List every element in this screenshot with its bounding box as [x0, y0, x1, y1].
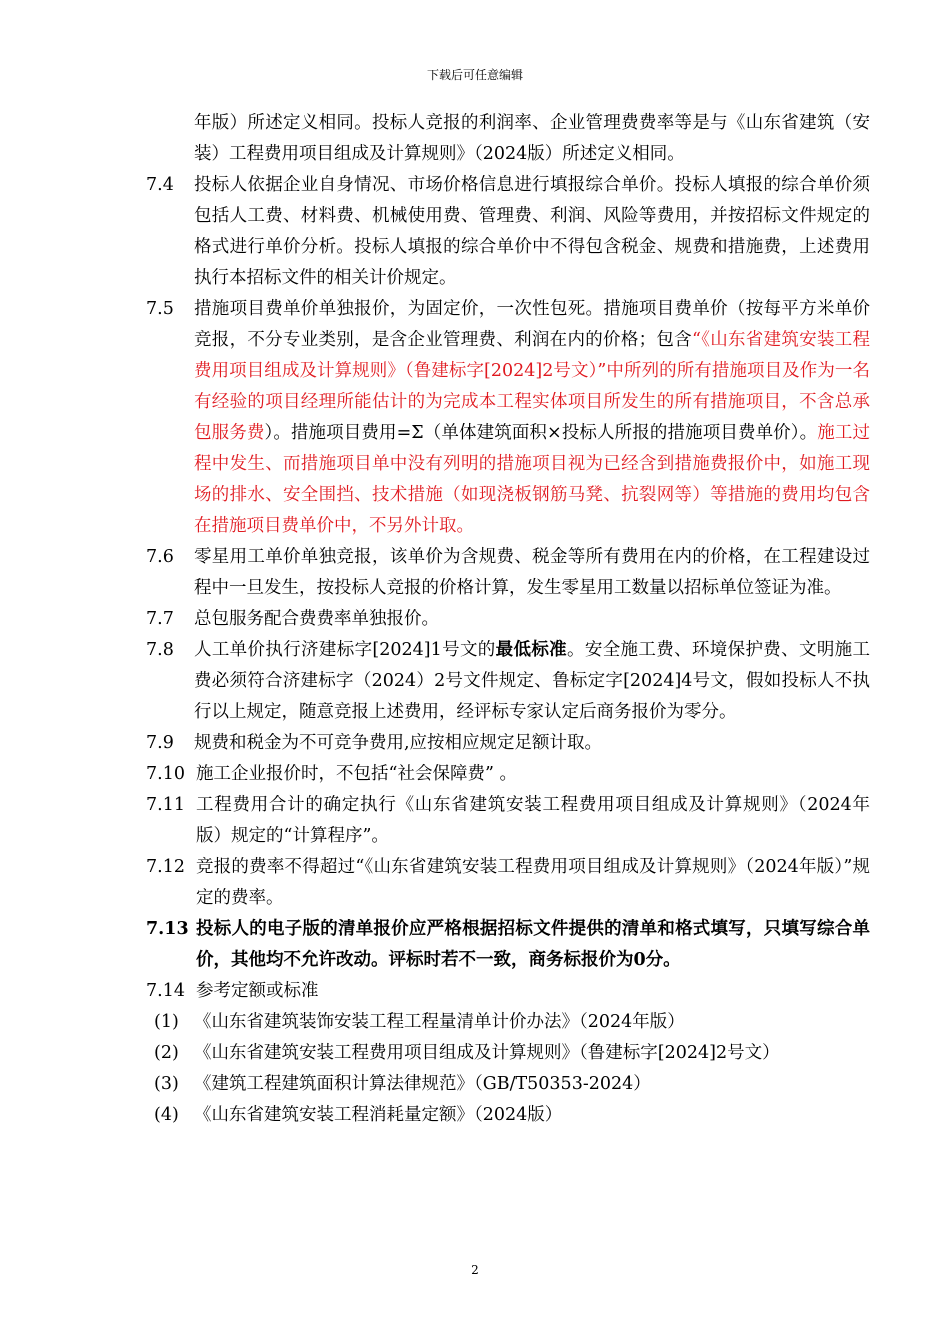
clause-number: 7.6	[146, 547, 174, 567]
clause-7-13	[146, 914, 870, 976]
clause-number: 7.14	[146, 981, 185, 1001]
reference-item	[146, 1007, 870, 1038]
clause-7-5	[146, 294, 870, 542]
clause-text: 工程费用合计的确定执行《山东省建筑安装工程费用项目组成及计算规则》（2024年版）规定的“计算程序”。	[196, 795, 870, 846]
reference-item	[146, 1100, 870, 1131]
clause-text: 规费和税金为不可竞争费用,应按相应规定足额计取。	[194, 733, 603, 753]
clause-text: 施工企业报价时，不包括“社会保障费” 。	[196, 764, 517, 784]
bold-text: 最低标准	[495, 640, 568, 660]
reference-item	[146, 1038, 870, 1069]
clause-text	[194, 294, 870, 542]
clause-text: 投标人的电子版的清单报价应严格根据招标文件提供的清单和格式填写，只填写综合单价，其他均不允许改动。评标时若不一致，商务标报价为0分。	[196, 919, 870, 970]
clause-number: 7.9	[146, 733, 174, 753]
reference-number: (2)	[154, 1043, 179, 1063]
clause-text	[194, 635, 870, 728]
paragraph-continuation: 年版）所述定义相同。投标人竞报的利润率、企业管理费费率等是与《山东省建筑（安装）工程费用项目组成及计算规则》（2024版）所述定义相同。	[194, 113, 870, 164]
reference-text: 《山东省建筑装饰安装工程工程量清单计价办法》（2024年版）	[194, 1012, 685, 1032]
reference-text: 《山东省建筑安装工程消耗量定额》（2024版）	[194, 1105, 563, 1125]
clause-number: 7.13	[146, 919, 189, 939]
clause-text-part: ）。措施项目费用=Σ（单体建筑面积×投标人所报的措施项目费单价）。	[264, 423, 818, 443]
clause-7-7	[146, 604, 870, 635]
reference-text: 《建筑工程建筑面积计算法律规范》（GB/T50353-2024）	[194, 1074, 651, 1094]
page-header: 下载后可任意编辑	[426, 68, 523, 82]
red-highlight-text: “《山东省建筑安装工程费用项目组成及计算规则》（鲁建标字[2024]2号文）”中所列的所有措施项目及作为一名有经验的项目经理所能估计的为完成本工程实体项目所发生的所有措施项目，不含总承包服务费	[194, 330, 871, 443]
red-highlight-text: 施工过程中发生、而措施项目单中没有列明的措施项目视为已经含到措施费报价中，如施工现场的排水、安全围挡、技术措施（如现浇板钢筋马凳、抗裂网等）等措施的费用均包含在措施项目费单价中，不另外计取。	[194, 423, 871, 536]
clause-text: 竞报的费率不得超过“《山东省建筑安装工程费用项目组成及计算规则》（2024年版）”规定的费率。	[196, 857, 870, 908]
document-body	[146, 108, 870, 1131]
clause-text-part: 。安全施工费、环境保护费、文明施工费必须符合济建标字（2024）2号文件规定、鲁标定字[2024]4号文，假如投标人不执行以上规定，随意竞报上述费用，经评标专家认定后商务报价为零分。	[194, 640, 871, 722]
clause-text: 参考定额或标准	[196, 981, 319, 1001]
page-number: 2	[471, 1263, 479, 1277]
clause-number: 7.4	[146, 175, 174, 195]
clause-text-part: 措施项目费单价单独报价，为固定价，一次性包死。措施项目费单价（按每平方米单价竞报，不分专业类别，是含企业管理费、利润在内的价格；包含	[194, 299, 870, 350]
reference-item	[146, 1069, 870, 1100]
clause-text-part: 人工单价执行济建标字[2024]1号文的	[194, 640, 496, 660]
clause-number: 7.8	[146, 640, 174, 660]
clause-7-10	[146, 759, 870, 790]
clause-text: 投标人依据企业自身情况、市场价格信息进行填报综合单价。投标人填报的综合单价须包括人工费、材料费、机械使用费、管理费、利润、风险等费用，并按招标文件规定的格式进行单价分析。投标人填报的综合单价中不得包含税金、规费和措施费，上述费用执行本招标文件的相关计价规定。	[194, 175, 870, 288]
clause-7-4	[146, 170, 870, 294]
clause-text: 零星用工单价单独竞报，该单价为含规费、税金等所有费用在内的价格，在工程建设过程中一旦发生，按投标人竞报的价格计算，发生零星用工数量以招标单位签证为准。	[194, 547, 870, 598]
clause-number: 7.11	[146, 795, 185, 815]
clause-7-9	[146, 728, 870, 759]
clause-7-11	[146, 790, 870, 852]
reference-number: (3)	[154, 1074, 179, 1094]
clause-number: 7.12	[146, 857, 185, 877]
reference-number: (1)	[154, 1012, 179, 1032]
clause-7-6	[146, 542, 870, 604]
reference-text: 《山东省建筑安装工程费用项目组成及计算规则》（鲁建标字[2024]2号文）	[194, 1043, 780, 1063]
clause-text: 总包服务配合费费率单独报价。	[194, 609, 439, 629]
clause-number: 7.7	[146, 609, 174, 629]
clause-7-14	[146, 976, 870, 1007]
clause-7-12	[146, 852, 870, 914]
clause-7-8	[146, 635, 870, 728]
reference-number: (4)	[154, 1105, 179, 1125]
clause-number: 7.5	[146, 299, 174, 319]
clause-number: 7.10	[146, 764, 185, 784]
